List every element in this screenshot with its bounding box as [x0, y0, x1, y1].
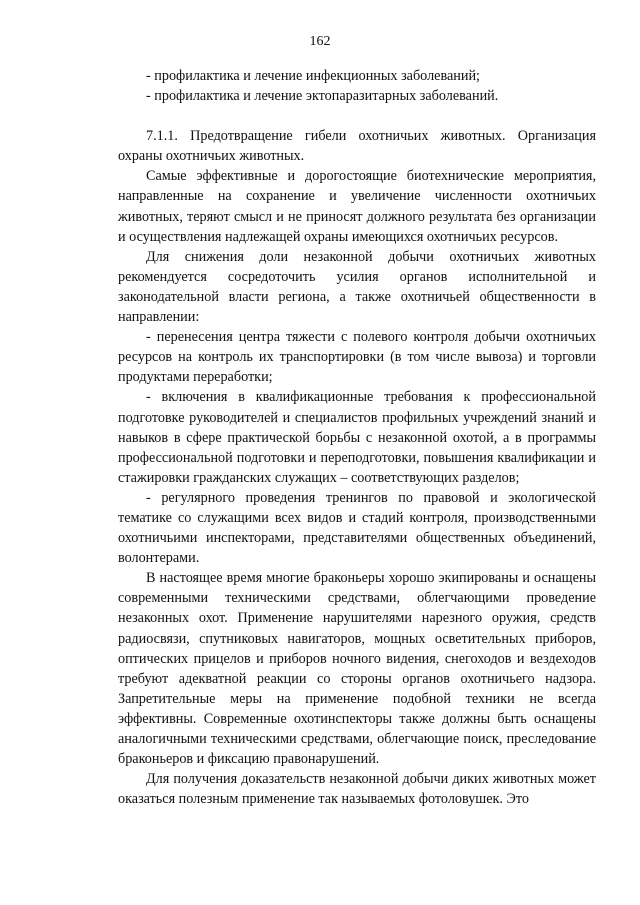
- paragraph-camera-traps: Для получения доказательств незаконной добычи диких животных может оказаться полезным применение так называемых фотоловушек. Это: [118, 771, 596, 808]
- body-text: [118, 66, 596, 809]
- section-heading-7-1-1: 7.1.1. Предотвращение гибели охотничьих животных. Организация охраны охотничьих животных.: [118, 128, 596, 165]
- paragraph-poacher-equipment: В настоящее время многие браконьеры хорошо экипированы и оснащены современными техническими средствами, облегчающими проведение незаконных охот. Применение нарушителями нарезного оружия, средств радиосвязи, спутниковых навигаторов, мощных осветительных приборов, оптических прицелов и приборов ночного видения, снегоходов и вездеходов требуют адекватной реакции со стороны органов охотничьего надзора. Запретительные меры на применение подобной техники не всегда эффективны. Современные охотинспекторы также должны быть оснащены аналогичными техническими средствами, облегчающие поиск, преследование браконьеров и фиксацию правонарушений.: [118, 570, 596, 768]
- paragraph-reduce-illegal-hunting: Для снижения доли незаконной добычи охотничьих животных рекомендуется сосредоточить усилия органов исполнительной и законодательной власти региона, а также охотничьей общественности в направлении:: [118, 248, 596, 326]
- bullet-regular-trainings: - регулярного проведения тренингов по правовой и экологической тематике со служащими всех видов и стадий контроля, производственными охотничьими инспекторами, представителями общественных объединений, волонтерами.: [118, 489, 596, 567]
- bullet-ectoparasitic-diseases: - профилактика и лечение эктопаразитарных заболеваний.: [146, 88, 499, 105]
- page-number: 162: [309, 34, 331, 49]
- bullet-transport-control: - перенесения центра тяжести с полевого контроля добычи охотничьих ресурсов на контроль их транспортировки (в том числе вывоза) и торговли продуктами переработки;: [118, 329, 596, 386]
- bullet-qualification-requirements: - включения в квалификационные требования к профессиональной подготовке руководителей и специалистов профильных учреждений знаний и навыков в сфере практической борьбы с незаконной охотой, а в программы профессиональной подготовки и переподготовки, повышения квалификации и стажировки гражданских служащих – соответствующих разделов;: [118, 389, 596, 486]
- paragraph-biotechnical-measures: Самые эффективные и дорогостоящие биотехнические мероприятия, направленные на сохранение и увеличение численности охотничьих животных, теряют смысл и не приносят должного результата без организации и осуществления надлежащей охраны имеющихся охотничьих ресурсов.: [118, 168, 596, 245]
- bullet-infectious-diseases: - профилактика и лечение инфекционных заболеваний;: [146, 68, 480, 84]
